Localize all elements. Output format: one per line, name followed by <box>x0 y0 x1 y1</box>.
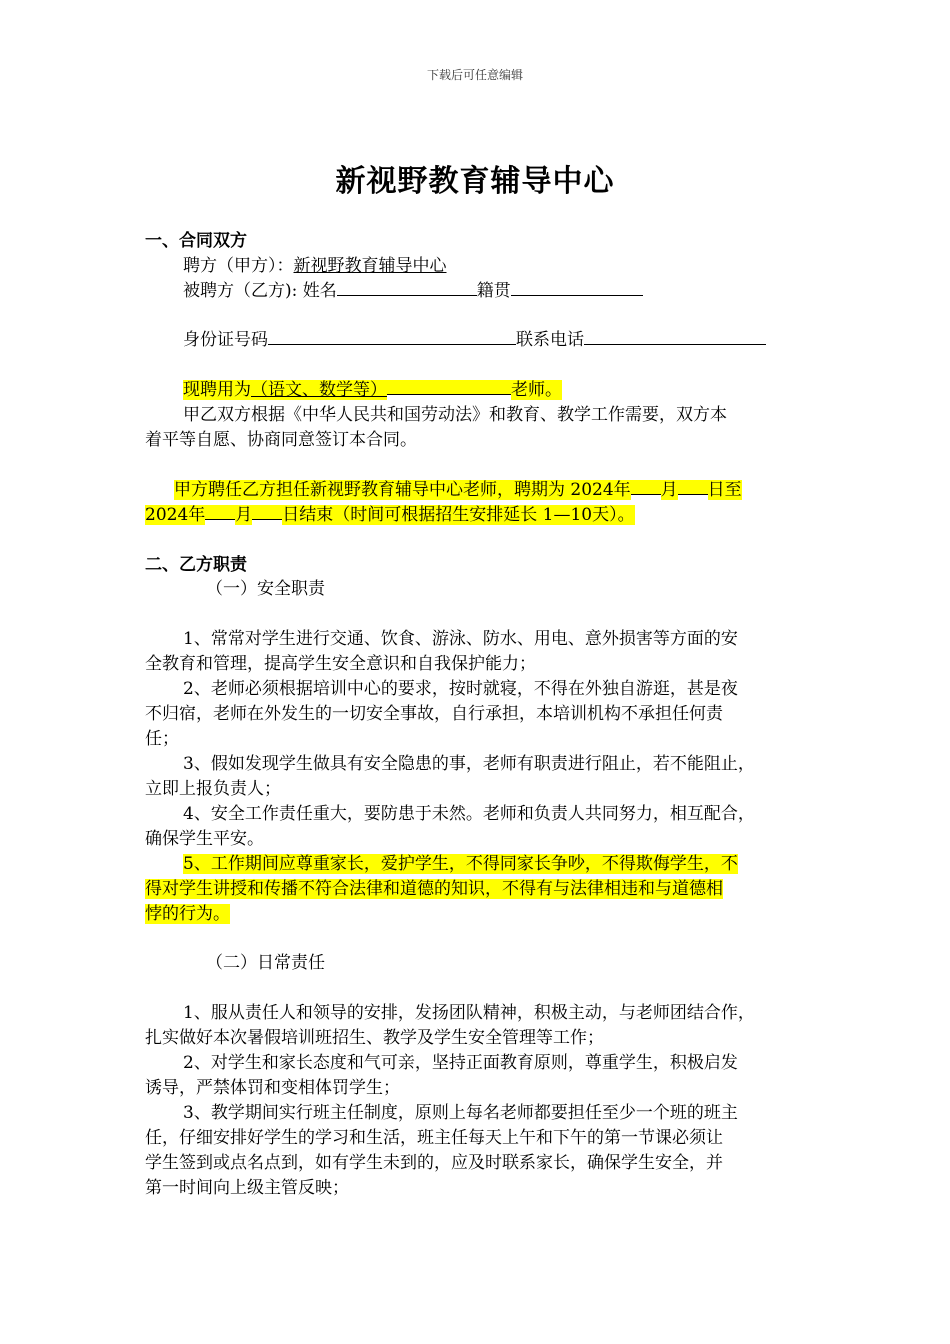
safety-5-text-1: 5、工作期间应尊重家长，爱护学生，不得同家长争吵，不得欺侮学生，不 <box>183 854 738 874</box>
daily-3-line-3: 学生签到或点名点到，如有学生未到的，应及时联系家长，确保学生安全，并 <box>145 1153 723 1173</box>
safety-1-line-1: 1、常常对学生进行交通、饮食、游泳、防水、用电、意外损害等方面的安 <box>183 629 738 649</box>
daily-1-line-2: 扎实做好本次暑假培训班招生、教学及学生安全管理等工作； <box>145 1028 604 1048</box>
daily-3-line-2: 任，仔细安排好学生的学习和生活，班主任每天上午和下午的第一节课必须让 <box>145 1128 723 1148</box>
employer-name: 新视野教育辅导中心 <box>293 256 447 276</box>
hire-suffix: 老师。 <box>511 380 562 400</box>
id-field[interactable] <box>268 330 516 345</box>
hire-line <box>183 378 562 402</box>
term-start-month-field[interactable] <box>631 480 661 495</box>
name-field[interactable] <box>337 281 477 296</box>
basis-line-1: 甲乙双方根据《中华人民共和国劳动法》和教育、教学工作需要，双方本 <box>183 405 727 425</box>
employee-line <box>183 279 643 303</box>
term-line-1-b: 月 <box>660 480 678 500</box>
safety-5-text-2: 得对学生讲授和传播不符合法律和道德的知识，不得有与法律相违和与道德相 <box>145 879 723 899</box>
safety-2-line-2: 不归宿，老师在外发生的一切安全事故，自行承担，本培训机构不承担任何责 <box>145 704 723 724</box>
safety-5-line-3 <box>145 902 230 926</box>
daily-1-line-1: 1、服从责任人和领导的安排，发扬团队精神，积极主动，与老师团结合作， <box>183 1003 755 1023</box>
section1-heading: 一、合同双方 <box>145 231 247 251</box>
employer-label: 聘方（甲方）： <box>183 256 294 276</box>
safety-5-line-1 <box>183 852 738 876</box>
native-field[interactable] <box>511 281 643 296</box>
term-line-1-c: 日至 <box>707 480 742 500</box>
term-line-2-a: 2024年 <box>145 505 206 525</box>
daily-3-line-1: 3、教学期间实行班主任制度，原则上每名老师都要担任至少一个班的班主 <box>183 1103 738 1123</box>
id-label: 身份证号码 <box>183 330 268 350</box>
term-line-2-c: 日结束（时间可根据招生安排延长 1—10天）。 <box>282 505 635 525</box>
term-end-month-field[interactable] <box>205 505 235 520</box>
phone-label: 联系电话 <box>516 330 584 350</box>
subsection-safety: （一）安全职责 <box>206 579 325 599</box>
term-start-day-field[interactable] <box>678 480 708 495</box>
term-end-day-field[interactable] <box>252 505 282 520</box>
header-note: 下载后可任意编辑 <box>426 68 523 82</box>
daily-2-line-2: 诱导，严禁体罚和变相体罚学生； <box>145 1078 400 1098</box>
phone-field[interactable] <box>584 330 766 345</box>
term-line-2-b: 月 <box>235 505 253 525</box>
safety-1-line-2: 全教育和管理，提高学生安全意识和自我保护能力； <box>145 654 536 674</box>
document-title: 新视野教育辅导中心 <box>335 164 615 199</box>
id-line <box>183 328 766 352</box>
daily-3-line-4: 第一时间向上级主管反映； <box>145 1178 349 1198</box>
safety-3-line-1: 3、假如发现学生做具有安全隐患的事，老师有职责进行阻止，若不能阻止， <box>183 754 755 774</box>
employer-line <box>183 254 447 278</box>
subsection-daily: （二）日常责任 <box>206 953 325 973</box>
employee-label: 被聘方（乙方): 姓名 <box>183 281 337 301</box>
hire-subject: （语文、数学等） <box>251 380 387 400</box>
term-line-1 <box>174 478 742 502</box>
safety-4-line-2: 确保学生平安。 <box>145 829 264 849</box>
section2-heading: 二、乙方职责 <box>145 555 247 575</box>
safety-5-line-2 <box>145 877 723 901</box>
basis-line-2: 着平等自愿、协商同意签订本合同。 <box>145 430 417 450</box>
safety-2-line-3: 任； <box>145 729 179 749</box>
safety-4-line-1: 4、安全工作责任重大，要防患于未然。老师和负责人共同努力，相互配合， <box>183 804 755 824</box>
hire-prefix: 现聘用为 <box>183 380 251 400</box>
term-line-1-a: 甲方聘任乙方担任新视野教育辅导中心老师，聘期为 2024年 <box>174 480 631 500</box>
safety-5-text-3: 悖的行为。 <box>145 904 230 924</box>
daily-2-line-1: 2、对学生和家长态度和气可亲，坚持正面教育原则，尊重学生，积极启发 <box>183 1053 738 1073</box>
safety-3-line-2: 立即上报负责人； <box>145 779 281 799</box>
native-label: 籍贯 <box>476 281 511 301</box>
hire-subject-field[interactable] <box>387 380 511 395</box>
term-line-2 <box>145 503 635 527</box>
safety-2-line-1: 2、老师必须根据培训中心的要求，按时就寝，不得在外独自游逛，甚是夜 <box>183 679 738 699</box>
